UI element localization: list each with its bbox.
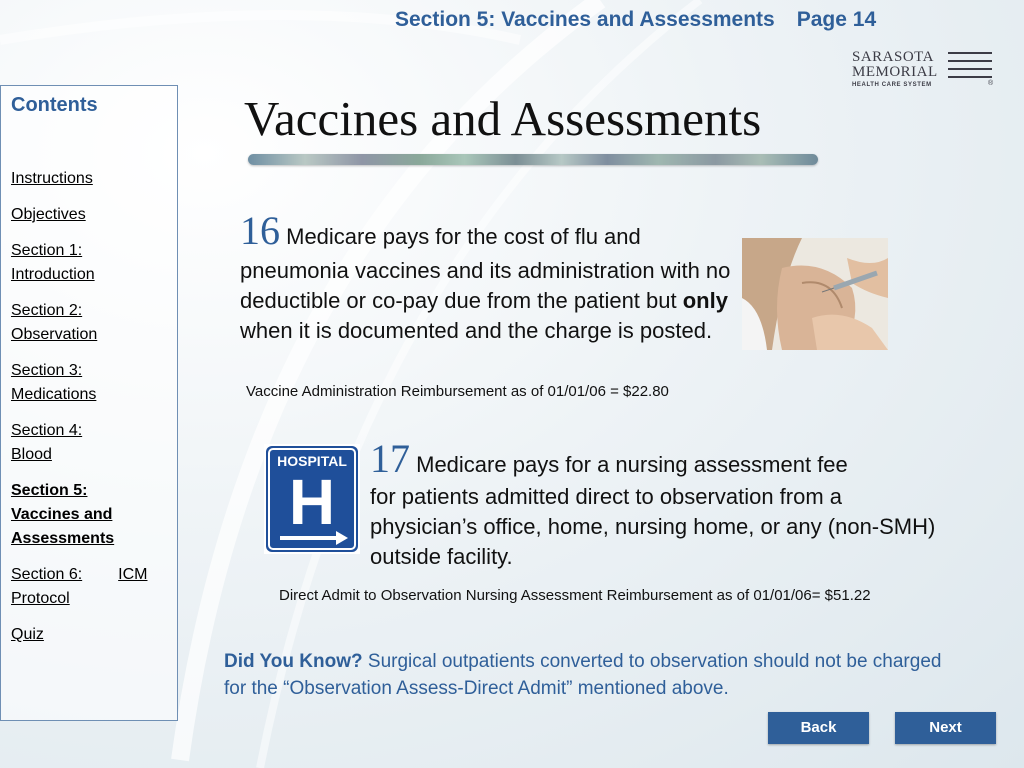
sidebar-link-label: Medications [11, 386, 97, 403]
page-number: Page 14 [796, 8, 877, 31]
sidebar-link-label: Section 3: [11, 362, 83, 379]
fact-16-number: 16 [240, 208, 280, 253]
sidebar-link-section-2[interactable] [11, 299, 167, 347]
sidebar-link-label: Section 4: [11, 422, 83, 439]
did-you-know [224, 648, 944, 702]
section-heading: Section 5: Vaccines and Assessments [395, 8, 775, 31]
page-title: Vaccines and Assessments [244, 91, 762, 146]
sidebar-link-label: Section 1: [11, 242, 83, 259]
contents-title: Contents [11, 94, 98, 116]
contents-sidebar [0, 85, 178, 721]
fact-16-text: pneumonia vaccines and its administration with no deductible or co-pay due from the patient but [240, 258, 731, 313]
assessment-reimbursement-note: Direct Admit to Observation Nursing Assessment Reimbursement as of 01/01/06= $51.22 [279, 587, 871, 604]
hospital-sign-icon [264, 444, 360, 554]
sidebar-link-label: Blood [11, 446, 52, 463]
fact-17-text: for patients admitted direct to observation from a physician’s office, home, nursing home, or any (non-SMH) outside facility. [370, 484, 936, 569]
did-you-know-text: Surgical outpatients converted to observation should not be charged for the “Observation Assess-Direct Admit” mentioned above. [224, 651, 942, 699]
logo-registered-mark: ® [988, 80, 994, 87]
logo-line-2: MEMORIAL [852, 64, 938, 80]
sidebar-link-label: Section 2: [11, 302, 83, 319]
hospital-sign-letter: H [288, 466, 336, 538]
next-button[interactable]: Next [895, 712, 996, 744]
sidebar-link-section-1[interactable] [11, 239, 167, 287]
sidebar-link-quiz[interactable]: Quiz [11, 626, 44, 643]
sidebar-link-label: Observation [11, 326, 98, 343]
sidebar-link-objectives[interactable]: Objectives [11, 206, 86, 223]
sarasota-memorial-logo [852, 50, 994, 90]
sidebar-link-label: Introduction [11, 266, 95, 283]
did-you-know-lead: Did You Know? [224, 651, 363, 672]
sidebar-link-instructions[interactable]: Instructions [11, 170, 93, 187]
vaccine-injection-photo [742, 238, 888, 350]
logo-line-3: HEALTH CARE SYSTEM [852, 82, 932, 88]
logo-line-1: SARASOTA [852, 49, 934, 65]
page-header [395, 8, 876, 32]
title-divider [248, 154, 818, 165]
fact-17 [370, 432, 940, 572]
fact-17-first-line: Medicare pays for a nursing assessment fee [416, 452, 848, 477]
fact-17-number: 17 [370, 436, 410, 481]
vaccine-reimbursement-note: Vaccine Administration Reimbursement as of 01/01/06 = $22.80 [246, 383, 669, 400]
sidebar-link-section-6[interactable] [11, 563, 167, 611]
sidebar-link-section-3[interactable] [11, 359, 167, 407]
fact-16-bold: only [682, 288, 728, 313]
sidebar-link-section-5[interactable] [11, 479, 167, 551]
sidebar-link-label: Section 5: [11, 482, 88, 499]
fact-16-first-line: Medicare pays for the cost of flu and [286, 224, 641, 249]
fact-16 [240, 204, 740, 346]
sidebar-link-label: Section 6: [11, 566, 83, 583]
sidebar-link-label: Assessments [11, 530, 115, 547]
hospital-sign-word: HOSPITAL [277, 453, 347, 469]
sidebar-link-label: Protocol [11, 590, 70, 607]
sidebar-link-label: Vaccines and [11, 506, 113, 523]
sidebar-link-section-4[interactable] [11, 419, 167, 467]
fact-16-text-end: when it is documented and the charge is posted. [240, 318, 713, 343]
back-button[interactable]: Back [768, 712, 869, 744]
logo-lines [948, 52, 992, 84]
sidebar-link-label: ICM [118, 566, 148, 583]
